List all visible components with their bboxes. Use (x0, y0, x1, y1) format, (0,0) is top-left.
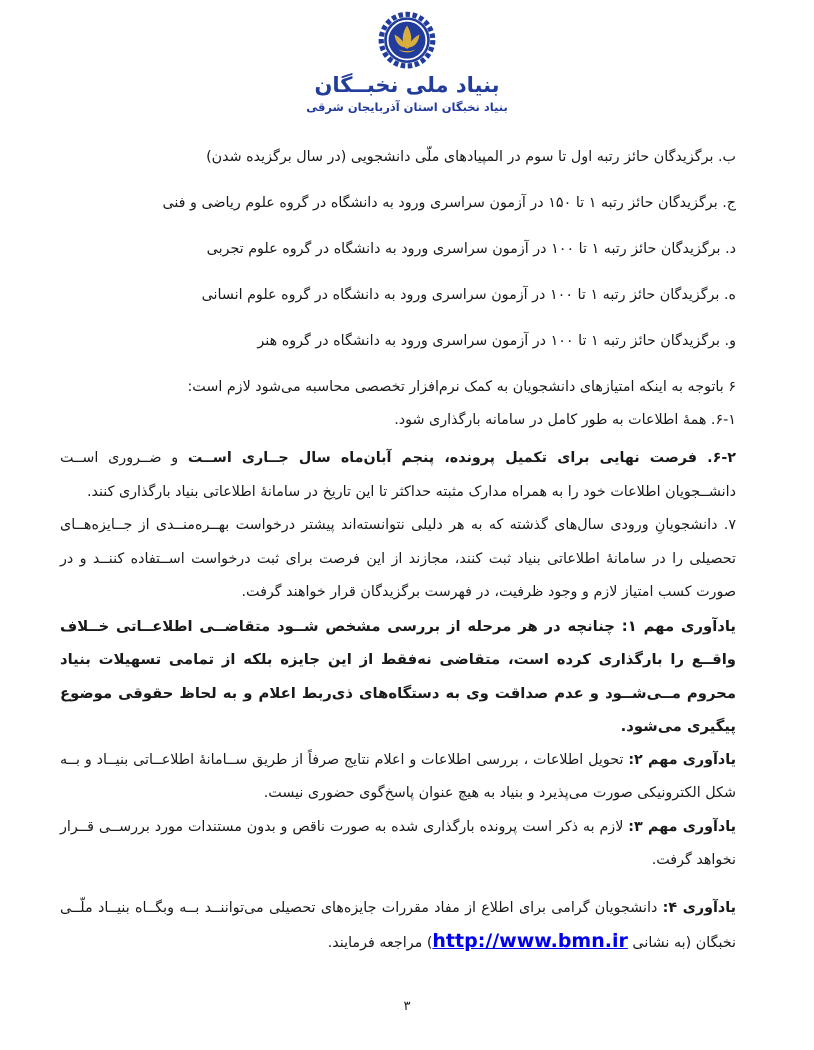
reminder-4-label: یادآوری ۴: (662, 899, 736, 916)
reminder-2-label: یادآوری مهم ۲: (628, 751, 736, 768)
reminder-4-text-after: ) مراجعه فرمایند. (327, 935, 433, 951)
page-number: ۳ (403, 999, 411, 1014)
reminder-4-text-before: دانشجویان گرامی برای اطلاع از مفاد مقررات جایزه‌های تحصیلی می‌تواننــد بــه وبگــاه بنیــاد ملّــی نخبگان (به نشانی (60, 899, 736, 951)
document-body (60, 146, 736, 961)
elites-foundation-logo-icon (364, 10, 450, 72)
clause-6-2-deadline: ۶-۲. فرصت نهایی برای تکمیل پرونده، پنجم آبان‌ماه سال جــاری اســت (187, 450, 736, 466)
list-item-v: و. برگزیدگان حائز رتبه ۱ تا ۱۰۰ در آزمون سراسری ورود به دانشگاه در گروه هنر (257, 333, 736, 349)
clause-7: ۷. دانشجویانِ ورودی سال‌های گذشته که به هر دلیلی نتوانسته‌اند پیشتر درخواست بهــره‌منــدی از جــایزه‌هــای تحصیلی را در سامانهٔ اطلاعاتی بنیاد ثبت کنند، مجازند از این فرصت برای ثبت درخواست اســتفاده کننــد و در صورت کسب امتیاز لازم و وجود ظرفیت، در فهرست برگزیدگان قرار خواهند گرفت. (60, 517, 736, 600)
reminder-3 (60, 811, 736, 878)
branch-name: بنیاد نخبگان استان آذربایجان شرقی (306, 100, 508, 114)
clause-6-1: ۶-۱. همهٔ اطلاعات به طور کامل در سامانه بارگذاری شود. (394, 412, 736, 428)
reminder-1-text: چنانچه در هر مرحله از بررسی مشخص شــود متقاضــی اطلاعــاتی خــلاف واقــع را بارگذاری کرده است، متقاضی نه‌فقط از این جایزه بلکه از تمامی تسهیلات بنیاد محروم مــی‌شــود و عدم صداقت وی به دستگاه‌های ذی‌ربط اعلام و به لحاظ حقوقی موضوع پیگیری می‌شود. (60, 617, 736, 735)
clause-6-2-rest: و ضــروری اســت دانشــجویان اطلاعات خود را به همراه مدارک مثبته حداکثر تا این تاریخ در سامانهٔ اطلاعاتی بنیاد بارگذاری کنند. (60, 450, 736, 500)
list-item-h: ه. برگزیدگان حائز رتبه ۱ تا ۱۰۰ در آزمون سراسری ورود به دانشگاه در گروه علوم انسانی (201, 287, 736, 303)
reminder-2 (60, 744, 736, 811)
org-name: بنیاد ملی نخبــگان (314, 73, 500, 97)
reminder-3-text: لازم به ذکر است پرونده بارگذاری شده به صورت ناقص و بدون مستندات مورد بررســی قــرار نخواهد گرفت. (60, 818, 736, 868)
reminder-1-label: یادآوری مهم ۱: (621, 617, 736, 635)
reminder-1 (60, 610, 736, 744)
list-item-b: ب. برگزیدگان حائز رتبه اول تا سوم در المپیادهای ملّی دانشجویی (در سال برگزیده شدن) (206, 149, 736, 165)
list-item-j: ج. برگزیدگان حائز رتبه ۱ تا ۱۵۰ در آزمون سراسری ورود به دانشگاه در گروه علوم ریاضی و فنی (162, 195, 736, 211)
reminder-3-label: یادآوری مهم ۳: (628, 818, 736, 835)
letterhead (0, 10, 814, 114)
list-item-d: د. برگزیدگان حائز رتبه ۱ تا ۱۰۰ در آزمون سراسری ورود به دانشگاه در گروه علوم تجربی (206, 241, 736, 257)
bmn-website-link[interactable]: http://www.bmn.ir (432, 930, 628, 952)
reminder-4 (60, 892, 736, 961)
clause-6-2 (60, 442, 736, 509)
clause-6: ۶ باتوجه به اینکه امتیازهای دانشجویان به کمک نرم‌افزار تخصصی محاسبه می‌شود لازم است: (187, 379, 736, 395)
reminder-2-text: تحویل اطلاعات ، بررسی اطلاعات و اعلام نتایج صرفاً از طریق ســامانهٔ اطلاعــاتی بنیــاد و بــه شکل الکترونیکی صورت می‌پذیرد و بنیاد به هیچ عنوان پاسخ‌گوی حضوری نیست. (60, 751, 736, 801)
